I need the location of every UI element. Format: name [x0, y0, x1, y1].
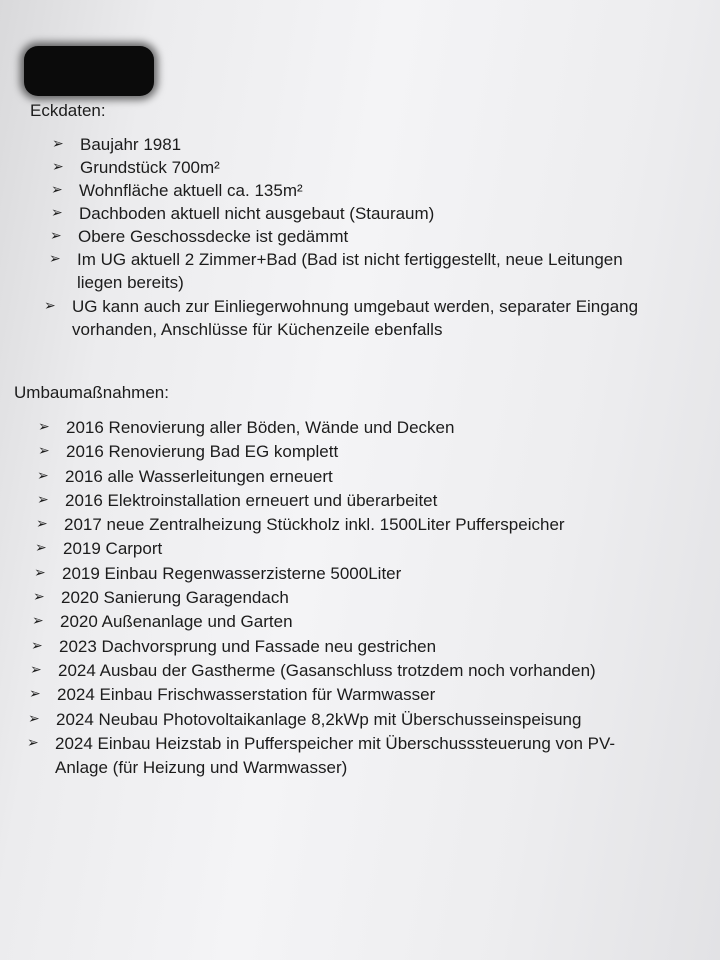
list-item	[51, 202, 645, 225]
list-item	[38, 440, 626, 464]
arrow-bullet-icon: ➢	[51, 182, 63, 198]
redacted-title	[24, 46, 154, 96]
list-item-text: 2019 Carport	[63, 539, 163, 559]
list-item	[36, 513, 624, 537]
list-item-text: 2016 alle Wasserleitungen erneuert	[65, 466, 333, 486]
list-item-text: 2016 Elektroinstallation erneuert und überarbeitet	[65, 490, 438, 510]
list-item-text: 2017 neue Zentralheizung Stückholz inkl. 1500Liter Pufferspeicher	[64, 515, 565, 535]
arrow-bullet-icon: ➢	[36, 516, 48, 533]
arrow-bullet-icon: ➢	[27, 734, 39, 751]
list-item-text: 2020 Sanierung Garagendach	[61, 588, 289, 608]
arrow-bullet-icon: ➢	[30, 661, 42, 678]
arrow-bullet-icon: ➢	[50, 228, 62, 244]
list-item	[32, 610, 620, 634]
list-item	[28, 708, 616, 732]
list-item	[52, 156, 646, 179]
list-item-text: 2020 Außenanlage und Garten	[60, 612, 293, 632]
arrow-bullet-icon: ➢	[35, 540, 47, 557]
arrow-bullet-icon: ➢	[49, 251, 61, 267]
list-item	[35, 537, 623, 561]
arrow-bullet-icon: ➢	[37, 491, 49, 508]
list-item	[38, 416, 626, 440]
list-item-text: Dachboden aktuell nicht ausgebaut (Stauraum)	[79, 204, 435, 223]
arrow-bullet-icon: ➢	[44, 298, 56, 314]
list-item	[49, 248, 643, 294]
list-item	[29, 683, 617, 707]
section-heading-umbaumassnahmen: Umbaumaßnahmen:	[14, 383, 169, 402]
list-item	[33, 586, 621, 610]
arrow-bullet-icon: ➢	[51, 205, 63, 221]
list-item	[27, 732, 615, 781]
list-item-text-continued: Anlage (für Heizung und Warmwasser)	[55, 758, 348, 778]
list-item	[51, 179, 645, 202]
eckdaten-list	[44, 133, 646, 341]
arrow-bullet-icon: ➢	[32, 613, 44, 630]
arrow-bullet-icon: ➢	[38, 443, 50, 460]
list-item-text: Grundstück 700m²	[80, 158, 220, 177]
arrow-bullet-icon: ➢	[52, 159, 64, 175]
arrow-bullet-icon: ➢	[37, 467, 49, 484]
list-item	[37, 489, 625, 513]
list-item-text: 2019 Einbau Regenwasserzisterne 5000Liter	[62, 563, 402, 583]
list-item	[30, 659, 618, 683]
list-item	[50, 225, 644, 248]
list-item	[52, 133, 646, 156]
arrow-bullet-icon: ➢	[31, 637, 43, 654]
arrow-bullet-icon: ➢	[38, 419, 50, 435]
arrow-bullet-icon: ➢	[52, 136, 64, 152]
arrow-bullet-icon: ➢	[29, 686, 41, 703]
list-item-text: 2024 Neubau Photovoltaikanlage 8,2kWp mit Überschusseinspeisung	[56, 709, 582, 729]
list-item-text: 2024 Einbau Frischwasserstation für Warmwasser	[57, 685, 436, 705]
list-item-text-continued: vorhanden, Anschlüsse für Küchenzeile ebenfalls	[72, 320, 443, 339]
list-item-text: UG kann auch zur Einliegerwohnung umgebaut werden, separater Eingang	[72, 297, 639, 316]
list-item-text: Baujahr 1981	[80, 135, 182, 154]
list-item-text: Wohnfläche aktuell ca. 135m²	[79, 181, 303, 200]
list-item-text: Obere Geschossdecke ist gedämmt	[78, 227, 349, 246]
arrow-bullet-icon: ➢	[34, 564, 46, 581]
list-item-text: 2016 Renovierung Bad EG komplett	[66, 442, 339, 462]
section-heading-eckdaten: Eckdaten:	[30, 101, 106, 120]
list-item-text: Im UG aktuell 2 Zimmer+Bad (Bad ist nicht fertiggestellt, neue Leitungen	[77, 250, 623, 269]
umbaumassnahmen-list	[27, 416, 626, 780]
list-item-text-continued: liegen bereits)	[77, 273, 184, 292]
list-item	[37, 465, 625, 489]
list-item	[44, 295, 638, 341]
list-item	[34, 562, 622, 586]
arrow-bullet-icon: ➢	[33, 589, 45, 606]
list-item	[31, 635, 619, 659]
list-item-text: 2024 Ausbau der Gastherme (Gasanschluss trotzdem noch vorhanden)	[58, 660, 596, 680]
list-item-text: 2016 Renovierung aller Böden, Wände und Decken	[66, 418, 455, 437]
arrow-bullet-icon: ➢	[28, 710, 40, 727]
list-item-text: 2024 Einbau Heizstab in Pufferspeicher mit Überschusssteuerung von PV-	[55, 733, 616, 753]
list-item-text: 2023 Dachvorsprung und Fassade neu gestrichen	[59, 636, 437, 656]
